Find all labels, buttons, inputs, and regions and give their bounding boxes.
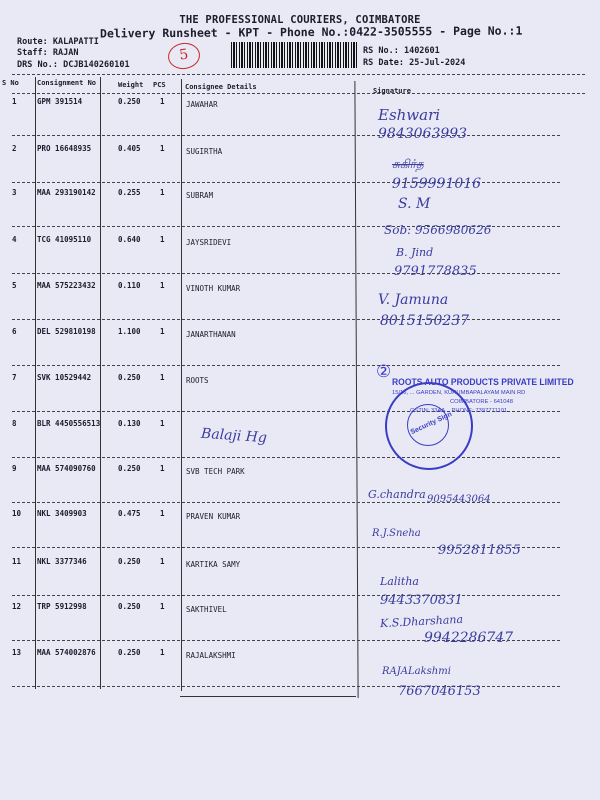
rs-date-label: RS Date: xyxy=(363,58,404,68)
signature-name: G.chandra xyxy=(368,488,426,501)
row-pcs: 1 xyxy=(160,97,165,106)
rs-date-field xyxy=(363,58,465,68)
table-row xyxy=(0,648,600,695)
row-sno: 6 xyxy=(12,327,17,336)
table-row xyxy=(0,97,600,144)
signature-phone: 9443370831 xyxy=(380,593,463,608)
row-divider xyxy=(12,135,560,136)
table-row xyxy=(0,419,600,466)
row-sno: 3 xyxy=(12,188,17,197)
row-pcs: 1 xyxy=(160,419,165,428)
header-rule-top xyxy=(12,74,585,75)
barcode xyxy=(231,42,357,68)
row-consignee: KARTIKA SAMY xyxy=(186,560,241,569)
row-consignment: TRP 5912998 xyxy=(37,602,87,611)
row-consignee: SUBRAM xyxy=(186,191,214,200)
seal-text: Security Sign xyxy=(409,410,454,437)
signature-name: Eshwari xyxy=(378,106,441,124)
row-divider xyxy=(12,365,560,366)
row-consignment: DEL 529810198 xyxy=(37,327,96,336)
row-sno: 4 xyxy=(12,235,17,244)
stamp-address-3: GSTIN: 33AA... PHONE: 7397771101 xyxy=(410,408,508,414)
drs-value: DCJB140260101 xyxy=(63,60,130,70)
staff-field xyxy=(17,48,78,58)
row-consignment: NKL 3377346 xyxy=(37,557,87,566)
row-sno: 9 xyxy=(12,464,17,473)
stamp-mark: ② xyxy=(376,362,392,381)
stamp-address-1: 15/16, ... GARDEN, KURUMBAPALAYAM MAIN RD xyxy=(392,390,526,396)
signature-name: B. Jind xyxy=(396,246,434,259)
row-sno: 13 xyxy=(12,648,22,657)
signature-phone: 9952811855 xyxy=(438,543,521,558)
stamp-address-2: COIMBATORE - 641048 xyxy=(450,399,513,405)
col-pcs: PCS xyxy=(153,81,166,89)
runsheet-subtitle: Delivery Runsheet - KPT - Phone No.:0422-3505555 - Page No.:1 xyxy=(99,23,523,41)
row-pcs: 1 xyxy=(160,144,165,153)
row-consignment: PRO 16648935 xyxy=(37,144,92,153)
stamp-company-name: ROOTS AUTO PRODUCTS PRIVATE LIMITED xyxy=(392,377,574,388)
signature-name: K.S.Dharshana xyxy=(379,612,464,631)
row-consignment: MAA 293190142 xyxy=(37,188,96,197)
signature-phone: 7667046153 xyxy=(398,684,481,699)
row-pcs: 1 xyxy=(160,557,165,566)
row-weight: 1.100 xyxy=(118,327,141,336)
col-consignment: Consignment No xyxy=(37,79,97,87)
col-consignee: Consignee Details xyxy=(185,83,257,91)
table-row xyxy=(0,188,600,235)
row-sno: 11 xyxy=(12,557,22,566)
signature-phone: 9843063993 xyxy=(378,126,468,142)
route-value: KALAPATTI xyxy=(52,37,99,47)
row-weight: 0.250 xyxy=(118,602,141,611)
staff-value: RAJAN xyxy=(52,48,79,58)
row-consignment: TCG 41095110 xyxy=(37,235,92,244)
row-weight: 0.130 xyxy=(118,419,141,428)
signature-name: சுகிர்த xyxy=(392,157,424,171)
row-consignee: ROOTS xyxy=(186,376,209,385)
signature-phone: 8015150237 xyxy=(380,313,470,329)
row-consignee: JANARTHANAN xyxy=(186,330,236,339)
signature-phone: Sob: 9566980626 xyxy=(384,223,492,237)
drs-field xyxy=(17,60,130,70)
row-weight: 0.250 xyxy=(118,464,141,473)
route-field xyxy=(17,37,99,47)
row-sno: 7 xyxy=(12,373,17,382)
row-sno: 5 xyxy=(12,281,17,290)
table-bottom-rule xyxy=(180,696,356,697)
row-pcs: 1 xyxy=(160,602,165,611)
rs-no-value: 1402601 xyxy=(403,46,440,56)
row-divider xyxy=(12,457,560,458)
row-pcs: 1 xyxy=(160,235,165,244)
signature-name: Lalitha xyxy=(380,575,419,588)
table-row xyxy=(0,464,600,511)
row-consignee: SAKTHIVEL xyxy=(186,605,227,614)
row-consignee: JAWAHAR xyxy=(186,100,218,109)
row-weight: 0.250 xyxy=(118,648,141,657)
col-signature: Signature xyxy=(373,87,411,95)
signature-phone: 9095443064 xyxy=(427,494,491,505)
table-row xyxy=(0,281,600,328)
signature-phone: 9791778835 xyxy=(394,264,477,279)
row-consignee: JAYSRIDEVI xyxy=(186,238,232,247)
row-weight: 0.110 xyxy=(118,281,141,290)
row-sno: 10 xyxy=(12,509,22,518)
company-title: THE PROFESSIONAL COURIERS, COIMBATORE xyxy=(179,14,421,26)
signature-name: RAJALakshmi xyxy=(382,666,451,677)
table-row xyxy=(0,235,600,282)
row-pcs: 1 xyxy=(160,188,165,197)
row-divider xyxy=(12,319,560,320)
signature-name: R.J.Sneha xyxy=(372,528,421,539)
row-sno: 2 xyxy=(12,144,17,153)
row-consignee: SVB TECH PARK xyxy=(186,467,245,476)
row-weight: 0.250 xyxy=(118,373,141,382)
row-consignee: RAJALAKSHMI xyxy=(186,651,236,660)
row-pcs: 1 xyxy=(160,648,165,657)
row-sno: 8 xyxy=(12,419,17,428)
row-consignment: MAA 574090760 xyxy=(37,464,96,473)
row-weight: 0.405 xyxy=(118,144,141,153)
row-consignee: VINOTH KUMAR xyxy=(186,284,241,293)
row-pcs: 1 xyxy=(160,281,165,290)
col-sno: S No xyxy=(2,79,19,87)
row-weight: 0.250 xyxy=(118,97,141,106)
row-pcs: 1 xyxy=(160,464,165,473)
drs-label: DRS No.: xyxy=(17,60,58,70)
row-consignment: SVK 10529442 xyxy=(37,373,92,382)
row-sno: 1 xyxy=(12,97,17,106)
row-sno: 12 xyxy=(12,602,22,611)
table-row xyxy=(0,557,600,604)
signature-phone: 9159991016 xyxy=(392,176,482,192)
row-consignment: GPM 391514 xyxy=(37,97,83,106)
row-divider xyxy=(12,273,560,274)
rs-no-label: RS No.: xyxy=(363,46,399,56)
row-weight: 0.475 xyxy=(118,509,141,518)
table-row xyxy=(0,327,600,374)
row-pcs: 1 xyxy=(160,327,165,336)
signature-phone: 9942286747 xyxy=(424,630,514,646)
security-seal xyxy=(385,382,473,470)
row-weight: 0.250 xyxy=(118,557,141,566)
row-pcs: 1 xyxy=(160,509,165,518)
table-row xyxy=(0,144,600,191)
row-pcs: 1 xyxy=(160,373,165,382)
row-consignee: PRAVEN KUMAR xyxy=(186,512,241,521)
route-label: Route: xyxy=(17,37,48,47)
rs-date-value: 25-Jul-2024 xyxy=(409,58,466,68)
signature-name: Balaji Hg xyxy=(200,425,268,447)
row-weight: 0.255 xyxy=(118,188,141,197)
row-consignee: SUGIRTHA xyxy=(186,147,223,156)
row-consignment: MAA 575223432 xyxy=(37,281,96,290)
staff-label: Staff: xyxy=(17,48,48,58)
row-consignment: MAA 574002876 xyxy=(37,648,96,657)
rs-no-field xyxy=(363,46,440,56)
signature-name: V. Jamuna xyxy=(378,292,449,308)
row-consignment: BLR 4450556513 xyxy=(37,419,101,428)
circled-page-mark: 5 xyxy=(166,41,201,71)
header-rule-bottom xyxy=(12,93,585,94)
row-weight: 0.640 xyxy=(118,235,141,244)
row-consignment: NKL 3409903 xyxy=(37,509,87,518)
row-divider xyxy=(12,595,560,596)
signature-name: S. M xyxy=(398,196,431,212)
col-weight: Weight xyxy=(118,81,144,89)
